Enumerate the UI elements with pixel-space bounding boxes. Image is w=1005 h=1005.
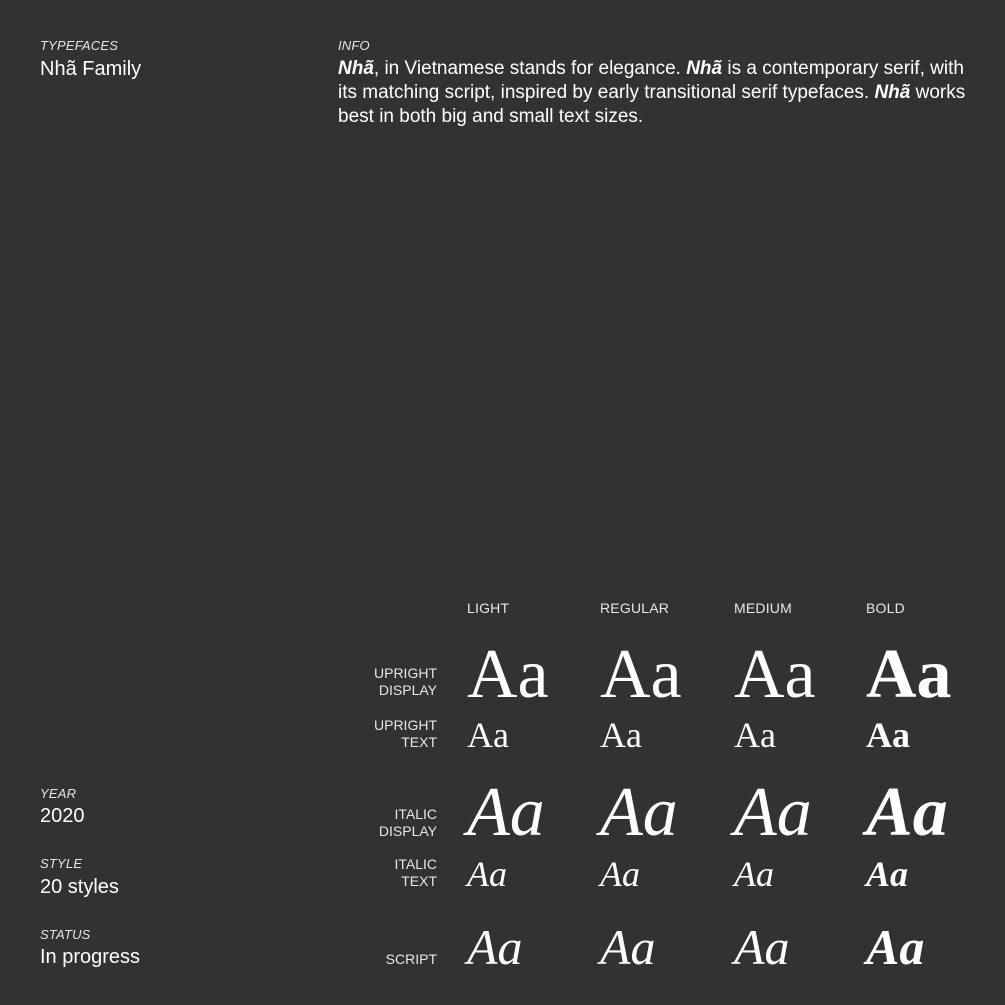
info-paragraph	[338, 57, 978, 129]
style-value: 20 styles	[40, 876, 119, 898]
row-header-line: TEXT	[401, 873, 437, 889]
info-name-3: Nhã	[874, 82, 911, 103]
specimen-italic-display-light: Aa	[467, 774, 545, 851]
specimen-upright-text-light: Aa	[467, 715, 509, 755]
row-header-line: ITALIC	[394, 806, 437, 822]
specimen-upright-display-medium: Aa	[734, 636, 816, 713]
row-header-upright-display	[300, 665, 437, 699]
specimen-script-regular: Aa	[600, 919, 656, 975]
row-header-line: DISPLAY	[378, 823, 437, 839]
info-text-3: works best in both big and small text sizes.	[338, 82, 966, 127]
row-header-line: DISPLAY	[378, 682, 437, 698]
specimen-upright-display-light: Aa	[467, 636, 549, 713]
status-value: In progress	[40, 946, 141, 968]
column-header-light: LIGHT	[467, 600, 510, 616]
style-label: STYLE	[40, 856, 83, 871]
specimen-upright-text-bold: Aa	[866, 715, 910, 755]
info-text-1: , in Vietnamese stands for elegance.	[373, 58, 687, 79]
specimen-italic-text-bold: Aa	[866, 854, 909, 894]
row-header-italic-display	[300, 806, 437, 840]
typeface-family-name: Nhã Family	[40, 58, 142, 80]
specimen-script-light: Aa	[467, 919, 523, 975]
column-header-bold: BOLD	[866, 600, 905, 616]
specimen-italic-display-regular: Aa	[600, 774, 678, 851]
specimen-upright-text-medium: Aa	[734, 715, 776, 755]
row-header-upright-text	[300, 717, 437, 751]
year-label: YEAR	[40, 786, 77, 801]
column-header-medium: MEDIUM	[734, 600, 792, 616]
row-header-line: TEXT	[401, 734, 437, 750]
typefaces-label: TYPEFACES	[40, 38, 119, 53]
row-header-line: ITALIC	[394, 856, 437, 872]
specimen-script-medium: Aa	[734, 919, 790, 975]
specimen-script-bold: Aa	[866, 919, 925, 975]
year-value: 2020	[40, 805, 85, 827]
info-label: INFO	[338, 38, 370, 53]
row-header-line: UPRIGHT	[374, 717, 437, 733]
info-name-2: Nhã	[686, 58, 723, 79]
specimen-italic-display-bold: Aa	[866, 774, 948, 851]
row-header-line: UPRIGHT	[374, 665, 437, 681]
specimen-upright-display-bold: Aa	[866, 636, 952, 713]
specimen-upright-display-regular: Aa	[600, 636, 682, 713]
info-name-1: Nhã	[338, 58, 374, 79]
column-header-regular: REGULAR	[600, 600, 670, 616]
specimen-italic-text-regular: Aa	[600, 854, 640, 894]
specimen-italic-display-medium: Aa	[734, 774, 812, 851]
info-text-2: is a contemporary serif, with its matching script, inspired by early transitional serif typefaces.	[338, 58, 964, 103]
specimen-italic-text-medium: Aa	[734, 854, 774, 894]
status-label: STATUS	[40, 927, 91, 942]
specimen-italic-text-light: Aa	[467, 854, 507, 894]
specimen-upright-text-regular: Aa	[600, 715, 642, 755]
row-header-italic-text	[300, 856, 437, 890]
row-header-script: SCRIPT	[385, 951, 437, 967]
